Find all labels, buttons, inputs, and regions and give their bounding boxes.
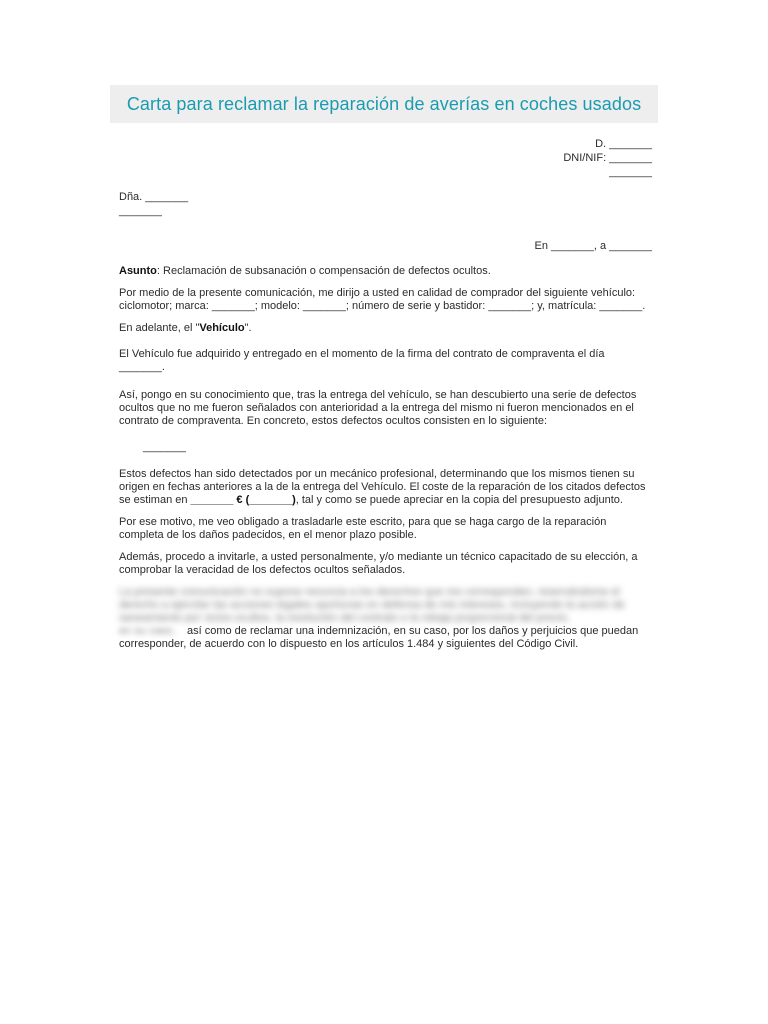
recipient-block [119, 191, 652, 219]
paragraph-definition [119, 322, 652, 335]
paragraph-invitation: Además, procedo a invitarle, a usted personalmente, y/o mediante un técnico capacitado de su elección, a comprobar la veracidad de los defectos ocultos señalados. [119, 551, 638, 576]
definition-term: Vehículo [199, 322, 245, 334]
paragraph-vehicle: Por medio de la presente comunicación, me dirijo a usted en calidad de comprador del siguiente vehículo: ciclomotor; marca: _______; modelo: _______; número de serie y bastidor: _______; y, matrícula: _______. [119, 287, 646, 312]
recipient-extra: _______ [119, 205, 162, 217]
document-title: Carta para reclamar la reparación de averías en coches usados [126, 93, 642, 114]
paragraph-indemnity [119, 625, 652, 651]
subject-label: Asunto [119, 265, 157, 277]
paragraph-request: Por ese motivo, me veo obligado a trasladarle este escrito, para que se haga cargo de la reparación completa de los daños padecidos, en el menor plazo posible. [119, 516, 607, 541]
defects-blank: _______ [143, 441, 186, 453]
indemnity-line-2: corresponder, de acuerdo con lo dispuesto en los artículos 1.484 y siguientes del Código Civil. [119, 638, 579, 650]
blurred-paywall-text: La presente comunicación no supone renuncia a los derechos que me corresponden, reservándome el derecho a ejercitar las acciones legales oportunas en defensa de mis intereses, incluyendo la acción de saneamiento por vicios ocultos, la resolución del contrato o la rebaja proporcional del precio, [119, 586, 625, 624]
cost-amount: _______ € (_______) [190, 494, 296, 506]
subject-line [119, 265, 652, 278]
indemnity-line-1 [119, 625, 652, 638]
sender-id: DNI/NIF: _______ [563, 152, 652, 164]
subject-text: : Reclamación de subsanación o compensación de defectos ocultos. [156, 265, 491, 277]
title-bar [110, 85, 658, 123]
paragraph-cost [119, 468, 652, 507]
sender-extra: _______ [609, 166, 652, 178]
letter-body [110, 138, 658, 651]
letter-document [110, 85, 658, 651]
paragraph-purchase: El Vehículo fue adquirido y entregado en el momento de la firma del contrato de compraventa el día _______. [119, 348, 605, 373]
definition-pre: En adelante, el " [119, 322, 200, 334]
cost-post: , tal y como se puede apreciar en la copia del presupuesto adjunto. [295, 494, 623, 506]
definition-post: ". [244, 322, 252, 334]
blurred-lead-in: en su caso, [119, 625, 176, 637]
indemnity-text-1: así como de reclamar una indemnización, en su caso, por los daños y perjuicios que puedan [187, 625, 639, 637]
sender-block [119, 138, 652, 180]
paragraph-defects: Así, pongo en su conocimiento que, tras la entrega del vehículo, se han descubierto una serie de defectos ocultos que no me fueron señalados con anterioridad a la entrega del mismo ni fueron mencionados en el contrato de compraventa. En concreto, estos defectos ocultos consisten en lo siguiente: [119, 389, 637, 427]
cost-pre: Estos defectos han sido detectados por un mecánico profesional, determinando que los mismos tienen su origen en fechas anteriores a la de la entrega del Vehículo. El coste de la reparación de los citados defectos se estiman en [119, 468, 646, 506]
date-line: En _______, a _______ [534, 240, 652, 252]
sender-name: D. _______ [595, 138, 652, 150]
recipient-name: Dña. _______ [119, 191, 189, 203]
